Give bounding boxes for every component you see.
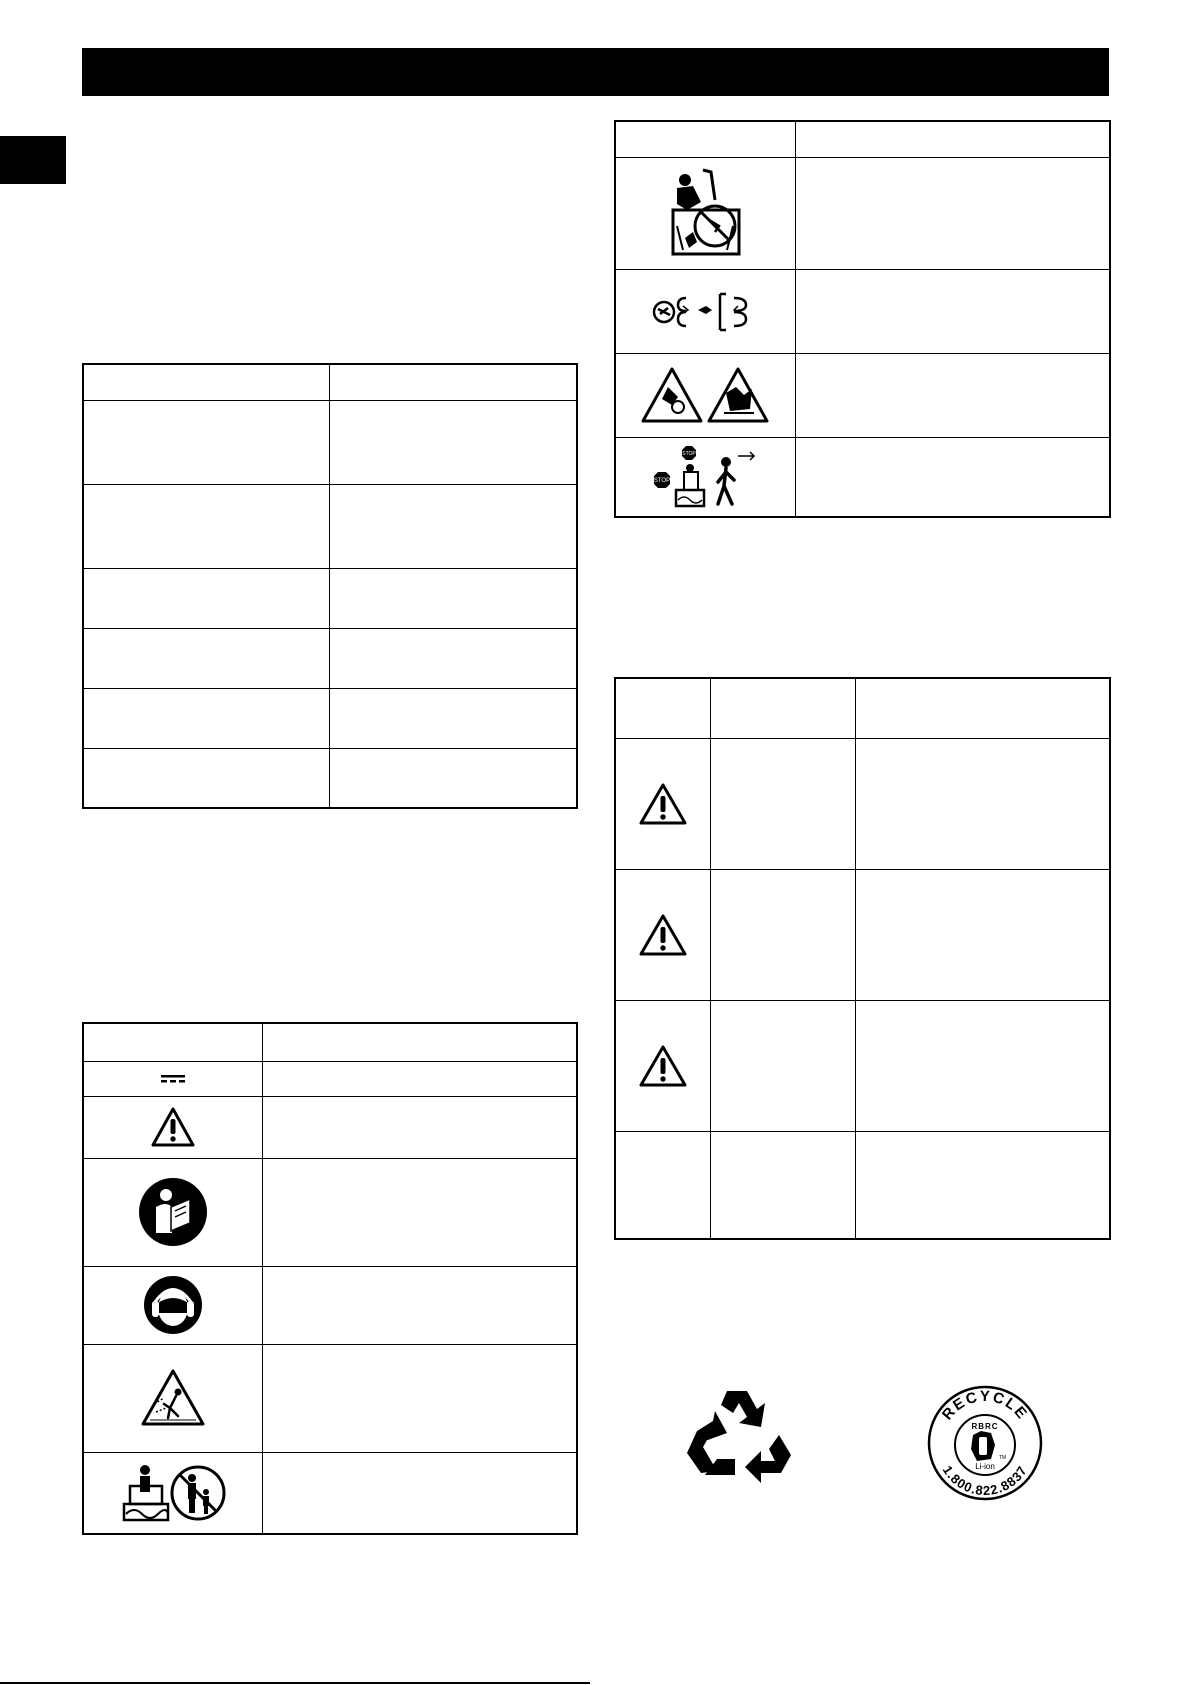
table-row: [615, 121, 1110, 157]
hand-foot-hazard-icon: [640, 365, 770, 425]
table-row: [83, 1344, 577, 1452]
rbrc-recycle-seal-icon: [925, 1383, 1045, 1503]
table-row: [615, 1000, 1110, 1131]
svg-text:RBRC: RBRC: [971, 1422, 999, 1431]
svg-text:1.800.822.8837: 1.800.822.8837: [939, 1462, 1031, 1499]
keep-bystanders-away-icon: [118, 1458, 228, 1528]
table-row: [615, 678, 1110, 738]
table-row: [83, 628, 577, 688]
table-row: [615, 869, 1110, 1000]
table-row: [83, 1158, 577, 1266]
warning-triangle-icon: [638, 1044, 688, 1088]
eye-ear-protection-icon: [143, 1275, 203, 1335]
signal-words-table: [614, 677, 1111, 1240]
table-row: [615, 437, 1110, 517]
table-row: [615, 269, 1110, 353]
thrown-objects-icon: [140, 1368, 206, 1428]
recycle-arrows-icon: [683, 1383, 795, 1493]
table-row: [83, 1061, 577, 1096]
read-manual-icon: [138, 1177, 208, 1247]
table-row: [615, 1131, 1110, 1239]
table-row: [83, 1452, 577, 1534]
specifications-table: [82, 363, 578, 809]
language-tab: [0, 136, 66, 184]
warning-symbols-table: [614, 120, 1111, 518]
svg-text:Li-ion: Li-ion: [975, 1462, 995, 1471]
table-row: [83, 1023, 577, 1061]
table-row: [615, 738, 1110, 869]
header-bar: [82, 48, 1109, 96]
footer-rule: [0, 1682, 590, 1684]
table-row: [83, 484, 577, 568]
do-not-put-hands-icon: [663, 166, 747, 260]
dc-current-icon: [160, 1074, 186, 1084]
svg-text:RECYCLE: RECYCLE: [938, 1387, 1032, 1424]
svg-text:TM: TM: [999, 1455, 1007, 1461]
table-row: [83, 364, 577, 400]
table-row: [83, 400, 577, 484]
stop-and-wait-icon: [650, 442, 760, 512]
table-row: [83, 748, 577, 808]
svg-text:STOP: STOP: [682, 450, 697, 457]
table-row: [615, 157, 1110, 269]
warning-triangle-icon: [638, 782, 688, 826]
table-row: [615, 353, 1110, 437]
svg-text:STOP: STOP: [654, 477, 671, 484]
symbols-table: [82, 1022, 578, 1535]
table-row: [83, 688, 577, 748]
table-row: [83, 1266, 577, 1344]
table-row: [83, 1096, 577, 1158]
rotating-auger-icon: [650, 288, 760, 334]
safety-alert-icon: [150, 1106, 196, 1148]
table-row: [83, 568, 577, 628]
warning-triangle-icon: [638, 913, 688, 957]
